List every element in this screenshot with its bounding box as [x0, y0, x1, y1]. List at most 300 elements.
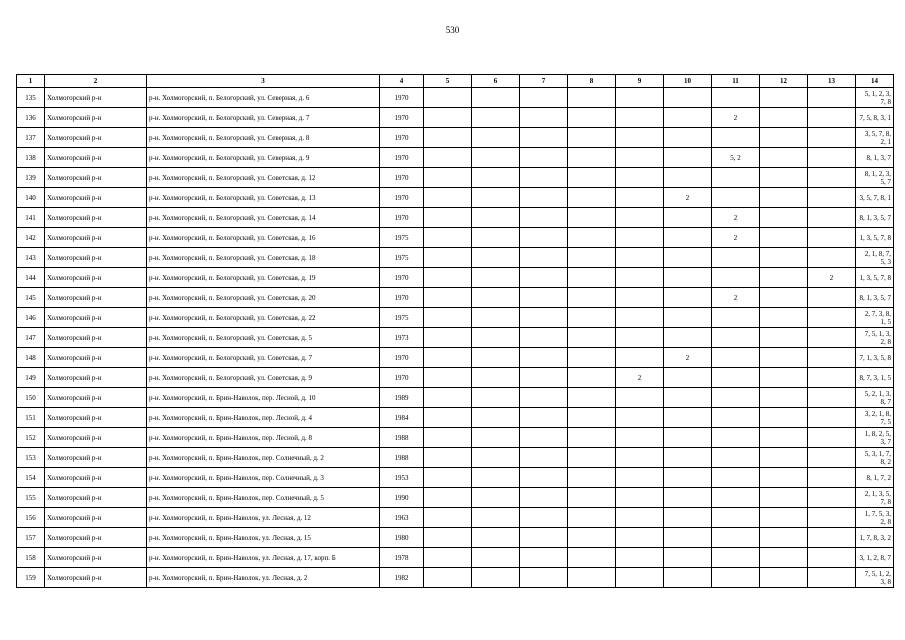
col12-cell [760, 128, 808, 148]
column-header: 14 [856, 75, 894, 88]
address-cell: р-н. Холмогорский, п. Белогорский, ул. Северная, д. 8 [147, 128, 380, 148]
col12-cell [760, 548, 808, 568]
col13-cell [808, 408, 856, 428]
col13-cell [808, 168, 856, 188]
table-row [17, 528, 894, 548]
col8-cell [568, 368, 616, 388]
col12-cell [760, 448, 808, 468]
col14-cell: 8, 1, 3, 5, 7 [856, 208, 894, 228]
col7-cell [520, 428, 568, 448]
col13-cell [808, 388, 856, 408]
column-header: 1 [17, 75, 45, 88]
col11-cell: 2 [712, 288, 760, 308]
table-row [17, 208, 894, 228]
col7-cell [520, 568, 568, 588]
address-cell: р-н. Холмогорский, п. Брин-Наволок, пер. Солнечный, д. 2 [147, 448, 380, 468]
address-cell: р-н. Холмогорский, п. Брин-Наволок, пер. Лесной, д. 8 [147, 428, 380, 448]
row-number: 137 [17, 128, 45, 148]
col8-cell [568, 468, 616, 488]
col9-cell [616, 128, 664, 148]
col14-cell: 7, 5, 1, 3, 2, 8 [856, 328, 894, 348]
col12-cell [760, 508, 808, 528]
col6-cell [472, 528, 520, 548]
col11-cell [712, 508, 760, 528]
col5-cell [424, 328, 472, 348]
col5-cell [424, 308, 472, 328]
district-cell: Холмогорский р-н [45, 88, 147, 108]
year-cell: 1970 [380, 368, 424, 388]
col10-cell [664, 448, 712, 468]
col9-cell [616, 208, 664, 228]
col7-cell [520, 488, 568, 508]
col14-cell: 7, 1, 3, 5, 8 [856, 348, 894, 368]
col12-cell [760, 268, 808, 288]
col6-cell [472, 228, 520, 248]
district-cell: Холмогорский р-н [45, 388, 147, 408]
table-row [17, 388, 894, 408]
col13-cell [808, 228, 856, 248]
col10-cell [664, 328, 712, 348]
district-cell: Холмогорский р-н [45, 468, 147, 488]
col14-cell: 8, 7, 3, 1, 5 [856, 368, 894, 388]
col10-cell [664, 228, 712, 248]
table-row [17, 228, 894, 248]
col12-cell [760, 108, 808, 128]
district-cell: Холмогорский р-н [45, 168, 147, 188]
col5-cell [424, 528, 472, 548]
col9-cell [616, 88, 664, 108]
col13-cell [808, 288, 856, 308]
col5-cell [424, 108, 472, 128]
district-cell: Холмогорский р-н [45, 188, 147, 208]
col12-cell [760, 308, 808, 328]
col14-cell: 2, 1, 8, 7, 5, 3 [856, 248, 894, 268]
col13-cell [808, 548, 856, 568]
year-cell: 1970 [380, 348, 424, 368]
col12-cell [760, 348, 808, 368]
col14-cell: 5, 3, 1, 7, 8, 2 [856, 448, 894, 468]
col13-cell [808, 308, 856, 328]
col8-cell [568, 348, 616, 368]
column-header: 9 [616, 75, 664, 88]
col10-cell [664, 408, 712, 428]
col7-cell [520, 368, 568, 388]
col13-cell [808, 488, 856, 508]
col6-cell [472, 368, 520, 388]
col10-cell [664, 428, 712, 448]
col14-cell: 1, 7, 5, 3, 2, 8 [856, 508, 894, 528]
col12-cell [760, 408, 808, 428]
year-cell: 1975 [380, 248, 424, 268]
table-row [17, 488, 894, 508]
col6-cell [472, 288, 520, 308]
col9-cell [616, 108, 664, 128]
address-cell: р-н. Холмогорский, п. Белогорский, ул. Северная, д. 9 [147, 148, 380, 168]
page-number: 530 [445, 25, 460, 35]
col6-cell [472, 248, 520, 268]
district-cell: Холмогорский р-н [45, 408, 147, 428]
col5-cell [424, 548, 472, 568]
col8-cell [568, 188, 616, 208]
col9-cell [616, 348, 664, 368]
table-row [17, 268, 894, 288]
district-cell: Холмогорский р-н [45, 328, 147, 348]
col5-cell [424, 428, 472, 448]
col9-cell: 2 [616, 368, 664, 388]
col5-cell [424, 448, 472, 468]
year-cell: 1978 [380, 548, 424, 568]
district-cell: Холмогорский р-н [45, 248, 147, 268]
col6-cell [472, 448, 520, 468]
row-number: 149 [17, 368, 45, 388]
col8-cell [568, 428, 616, 448]
col5-cell [424, 348, 472, 368]
column-header: 3 [147, 75, 380, 88]
col11-cell [712, 328, 760, 348]
col10-cell [664, 88, 712, 108]
district-cell: Холмогорский р-н [45, 288, 147, 308]
col9-cell [616, 428, 664, 448]
col12-cell [760, 488, 808, 508]
col9-cell [616, 248, 664, 268]
year-cell: 1982 [380, 568, 424, 588]
col11-cell [712, 408, 760, 428]
col8-cell [568, 408, 616, 428]
col14-cell: 1, 3, 5, 7, 8 [856, 228, 894, 248]
col10-cell: 2 [664, 188, 712, 208]
address-cell: р-н. Холмогорский, п. Белогорский, ул. Северная, д. 6 [147, 88, 380, 108]
col9-cell [616, 388, 664, 408]
col7-cell [520, 148, 568, 168]
year-cell: 1988 [380, 448, 424, 468]
address-cell: р-н. Холмогорский, п. Брин-Наволок, ул. Лесная, д. 2 [147, 568, 380, 588]
col5-cell [424, 408, 472, 428]
column-header: 10 [664, 75, 712, 88]
col10-cell: 2 [664, 348, 712, 368]
col8-cell [568, 488, 616, 508]
col12-cell [760, 328, 808, 348]
district-cell: Холмогорский р-н [45, 268, 147, 288]
col8-cell [568, 108, 616, 128]
col12-cell [760, 368, 808, 388]
col5-cell [424, 268, 472, 288]
table-row [17, 408, 894, 428]
address-cell: р-н. Холмогорский, п. Белогорский, ул. Северная, д. 7 [147, 108, 380, 128]
col7-cell [520, 128, 568, 148]
district-cell: Холмогорский р-н [45, 108, 147, 128]
col7-cell [520, 348, 568, 368]
col14-cell: 3, 1, 2, 8, 7 [856, 548, 894, 568]
col10-cell [664, 488, 712, 508]
row-number: 159 [17, 568, 45, 588]
col13-cell [808, 368, 856, 388]
table-row [17, 448, 894, 468]
col10-cell [664, 168, 712, 188]
address-cell: р-н. Холмогорский, п. Белогорский, ул. Советская, д. 13 [147, 188, 380, 208]
col10-cell [664, 508, 712, 528]
table-row [17, 168, 894, 188]
table-row [17, 128, 894, 148]
col9-cell [616, 448, 664, 468]
address-cell: р-н. Холмогорский, п. Белогорский, ул. Советская, д. 18 [147, 248, 380, 268]
col10-cell [664, 128, 712, 148]
table-row [17, 108, 894, 128]
col5-cell [424, 228, 472, 248]
year-cell: 1984 [380, 408, 424, 428]
row-number: 136 [17, 108, 45, 128]
address-cell: р-н. Холмогорский, п. Брин-Наволок, пер. Солнечный, д. 5 [147, 488, 380, 508]
col12-cell [760, 208, 808, 228]
col6-cell [472, 508, 520, 528]
col12-cell [760, 388, 808, 408]
district-cell: Холмогорский р-н [45, 508, 147, 528]
col6-cell [472, 328, 520, 348]
col13-cell [808, 108, 856, 128]
table-row [17, 568, 894, 588]
col8-cell [568, 168, 616, 188]
col11-cell [712, 88, 760, 108]
col5-cell [424, 368, 472, 388]
col14-cell: 3, 2, 1, 8, 7, 5 [856, 408, 894, 428]
col7-cell [520, 468, 568, 488]
col5-cell [424, 148, 472, 168]
col13-cell [808, 148, 856, 168]
district-cell: Холмогорский р-н [45, 228, 147, 248]
district-cell: Холмогорский р-н [45, 428, 147, 448]
row-number: 150 [17, 388, 45, 408]
col11-cell [712, 488, 760, 508]
col13-cell [808, 528, 856, 548]
year-cell: 1970 [380, 188, 424, 208]
column-header: 6 [472, 75, 520, 88]
row-number: 148 [17, 348, 45, 368]
col10-cell [664, 388, 712, 408]
col7-cell [520, 88, 568, 108]
col14-cell: 8, 1, 3, 5, 7 [856, 288, 894, 308]
address-cell: р-н. Холмогорский, п. Белогорский, ул. Советская, д. 12 [147, 168, 380, 188]
table-row [17, 188, 894, 208]
col12-cell [760, 168, 808, 188]
col10-cell [664, 148, 712, 168]
col11-cell [712, 428, 760, 448]
col9-cell [616, 288, 664, 308]
col14-cell: 2, 7, 3, 8, 1, 5 [856, 308, 894, 328]
col6-cell [472, 148, 520, 168]
year-cell: 1970 [380, 148, 424, 168]
col8-cell [568, 248, 616, 268]
district-cell: Холмогорский р-н [45, 308, 147, 328]
year-cell: 1970 [380, 88, 424, 108]
col7-cell [520, 308, 568, 328]
row-number: 155 [17, 488, 45, 508]
row-number: 152 [17, 428, 45, 448]
col7-cell [520, 108, 568, 128]
district-cell: Холмогорский р-н [45, 128, 147, 148]
col7-cell [520, 388, 568, 408]
row-number: 153 [17, 448, 45, 468]
col11-cell: 5, 2 [712, 148, 760, 168]
col12-cell [760, 288, 808, 308]
col8-cell [568, 128, 616, 148]
col9-cell [616, 148, 664, 168]
col12-cell [760, 248, 808, 268]
row-number: 135 [17, 88, 45, 108]
col5-cell [424, 248, 472, 268]
year-cell: 1970 [380, 108, 424, 128]
district-cell: Холмогорский р-н [45, 368, 147, 388]
col7-cell [520, 548, 568, 568]
col9-cell [616, 568, 664, 588]
col13-cell [808, 468, 856, 488]
col8-cell [568, 328, 616, 348]
col12-cell [760, 428, 808, 448]
col6-cell [472, 308, 520, 328]
col13-cell [808, 428, 856, 448]
col6-cell [472, 168, 520, 188]
col14-cell: 1, 7, 8, 3, 2 [856, 528, 894, 548]
col11-cell [712, 348, 760, 368]
col11-cell: 2 [712, 208, 760, 228]
col11-cell [712, 368, 760, 388]
address-cell: р-н. Холмогорский, п. Брин-Наволок, пер. Солнечный, д. 3 [147, 468, 380, 488]
col10-cell [664, 368, 712, 388]
col7-cell [520, 168, 568, 188]
row-number: 138 [17, 148, 45, 168]
col9-cell [616, 508, 664, 528]
col12-cell [760, 148, 808, 168]
col6-cell [472, 208, 520, 228]
col14-cell: 3, 5, 7, 8, 2, 1 [856, 128, 894, 148]
col6-cell [472, 348, 520, 368]
row-number: 151 [17, 408, 45, 428]
row-number: 146 [17, 308, 45, 328]
col11-cell [712, 468, 760, 488]
year-cell: 1963 [380, 508, 424, 528]
address-cell: р-н. Холмогорский, п. Брин-Наволок, ул. Лесная, д. 12 [147, 508, 380, 528]
col13-cell [808, 328, 856, 348]
col10-cell [664, 568, 712, 588]
col14-cell: 1, 8, 2, 5, 3, 7 [856, 428, 894, 448]
year-cell: 1970 [380, 168, 424, 188]
row-number: 141 [17, 208, 45, 228]
table-row [17, 88, 894, 108]
col9-cell [616, 548, 664, 568]
col7-cell [520, 408, 568, 428]
row-number: 147 [17, 328, 45, 348]
col14-cell: 3, 5, 7, 8, 1 [856, 188, 894, 208]
col5-cell [424, 468, 472, 488]
table-row [17, 368, 894, 388]
col5-cell [424, 568, 472, 588]
row-number: 158 [17, 548, 45, 568]
row-number: 144 [17, 268, 45, 288]
col9-cell [616, 408, 664, 428]
col14-cell: 7, 5, 1, 2, 3, 8 [856, 568, 894, 588]
col13-cell [808, 88, 856, 108]
col6-cell [472, 188, 520, 208]
col6-cell [472, 428, 520, 448]
col8-cell [568, 448, 616, 468]
address-cell: р-н. Холмогорский, п. Белогорский, ул. Советская, д. 16 [147, 228, 380, 248]
col6-cell [472, 108, 520, 128]
col11-cell [712, 448, 760, 468]
col13-cell: 2 [808, 268, 856, 288]
col10-cell [664, 268, 712, 288]
column-header: 8 [568, 75, 616, 88]
year-cell: 1953 [380, 468, 424, 488]
col14-cell: 5, 2, 1, 3, 8, 7 [856, 388, 894, 408]
col5-cell [424, 508, 472, 528]
table-row [17, 348, 894, 368]
col12-cell [760, 528, 808, 548]
row-number: 157 [17, 528, 45, 548]
col12-cell [760, 228, 808, 248]
register-table [16, 74, 894, 588]
col8-cell [568, 568, 616, 588]
table-row [17, 508, 894, 528]
col7-cell [520, 208, 568, 228]
col8-cell [568, 548, 616, 568]
col7-cell [520, 528, 568, 548]
col11-cell: 2 [712, 108, 760, 128]
row-number: 156 [17, 508, 45, 528]
table-row [17, 468, 894, 488]
col12-cell [760, 88, 808, 108]
col6-cell [472, 488, 520, 508]
year-cell: 1970 [380, 288, 424, 308]
col12-cell [760, 468, 808, 488]
col11-cell [712, 528, 760, 548]
col8-cell [568, 208, 616, 228]
year-cell: 1975 [380, 228, 424, 248]
col9-cell [616, 328, 664, 348]
col13-cell [808, 208, 856, 228]
col14-cell: 1, 3, 5, 7, 8 [856, 268, 894, 288]
row-number: 143 [17, 248, 45, 268]
row-number: 142 [17, 228, 45, 248]
address-cell: р-н. Холмогорский, п. Белогорский, ул. Советская, д. 7 [147, 348, 380, 368]
col7-cell [520, 188, 568, 208]
address-cell: р-н. Холмогорский, п. Белогорский, ул. Советская, д. 20 [147, 288, 380, 308]
year-cell: 1990 [380, 488, 424, 508]
col7-cell [520, 248, 568, 268]
col9-cell [616, 468, 664, 488]
table-row [17, 248, 894, 268]
district-cell: Холмогорский р-н [45, 148, 147, 168]
col8-cell [568, 228, 616, 248]
col7-cell [520, 228, 568, 248]
col9-cell [616, 308, 664, 328]
col11-cell [712, 168, 760, 188]
column-header: 12 [760, 75, 808, 88]
col13-cell [808, 128, 856, 148]
table-row [17, 428, 894, 448]
col9-cell [616, 268, 664, 288]
year-cell: 1970 [380, 128, 424, 148]
address-cell: р-н. Холмогорский, п. Брин-Наволок, ул. Лесная, д. 15 [147, 528, 380, 548]
address-cell: р-н. Холмогорский, п. Брин-Наволок, пер. Лесной, д. 10 [147, 388, 380, 408]
district-cell: Холмогорский р-н [45, 568, 147, 588]
col14-cell: 2, 1, 3, 5, 7, 8 [856, 488, 894, 508]
col14-cell: 8, 1, 3, 7 [856, 148, 894, 168]
table-row [17, 548, 894, 568]
col7-cell [520, 328, 568, 348]
col9-cell [616, 188, 664, 208]
col11-cell [712, 268, 760, 288]
year-cell: 1975 [380, 308, 424, 328]
row-number: 139 [17, 168, 45, 188]
column-header: 13 [808, 75, 856, 88]
